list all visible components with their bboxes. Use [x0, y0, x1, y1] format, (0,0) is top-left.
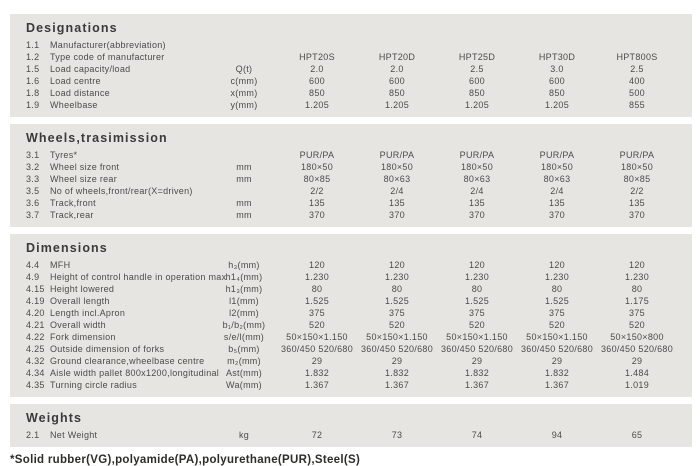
section-title-dimensions: Dimensions: [26, 241, 108, 255]
value-cell-HPT25D: 80×63: [463, 174, 491, 184]
table-row: [10, 75, 692, 87]
value-cell-HPT25D: 850: [469, 88, 485, 98]
row-label: Type code of manufacturer: [50, 52, 165, 62]
value-cell-HPT25D: 120: [469, 260, 485, 270]
row-number: 3.3: [26, 174, 40, 184]
row-unit-symbol: mm: [236, 162, 252, 172]
value-cell-HPT20D: 80×63: [383, 174, 411, 184]
section-title-wheels-trasimission: Wheels,trasimission: [26, 131, 168, 145]
row-number: 4.4: [26, 260, 40, 270]
row-label: Overall length: [50, 296, 110, 306]
section-title-designations: Designations: [26, 21, 118, 35]
section-weights: [10, 404, 692, 447]
row-label: Height lowered: [50, 284, 115, 294]
value-cell-HPT20D: 850: [389, 88, 405, 98]
value-cell-HPT800S: 1.230: [624, 272, 650, 282]
table-row: [10, 173, 692, 185]
value-cell-HPT30D: 1.230: [544, 272, 570, 282]
value-cell-HPT30D: 1.205: [544, 100, 570, 110]
row-unit-symbol: Wa(mm): [226, 380, 262, 390]
value-cell-HPT25D: 74: [471, 430, 483, 440]
value-cell-HPT25D: 135: [469, 198, 485, 208]
table-row: [10, 343, 692, 355]
table-row: [10, 197, 692, 209]
value-cell-HPT20S: 520: [309, 320, 325, 330]
value-cell-HPT30D: 135: [549, 198, 565, 208]
value-cell-HPT20S: 2/2: [310, 186, 324, 196]
table-row: [10, 379, 692, 391]
value-cell-HPT25D: 360/450 520/680: [440, 344, 514, 354]
value-cell-HPT30D: PUR/PA: [539, 150, 575, 160]
value-cell-HPT20S: 50×150×1.150: [286, 332, 348, 342]
value-cell-HPT25D: 600: [469, 76, 485, 86]
value-cell-HPT25D: 2/4: [470, 186, 484, 196]
table-row: [10, 51, 692, 63]
section-designations: [10, 14, 692, 117]
value-cell-HPT30D: 180×50: [540, 162, 574, 172]
value-cell-HPT20D: 1.367: [384, 380, 410, 390]
tyres-footnote: *Solid rubber(VG),polyamide(PA),polyurethane(PUR),Steel(S): [10, 454, 361, 466]
value-cell-HPT30D: 1.832: [544, 368, 570, 378]
row-number: 3.6: [26, 198, 40, 208]
value-cell-HPT20S: 72: [311, 430, 323, 440]
value-cell-HPT20D: 80: [391, 284, 403, 294]
row-number: 4.20: [26, 308, 45, 318]
row-unit-symbol: x(mm): [230, 88, 258, 98]
row-unit-symbol: y(mm): [230, 100, 258, 110]
row-number: 4.35: [26, 380, 45, 390]
row-label: Load centre: [50, 76, 101, 86]
table-row: [10, 185, 692, 197]
value-cell-HPT20D: HPT20D: [378, 52, 416, 62]
row-number: 1.9: [26, 100, 40, 110]
value-cell-HPT20D: 73: [391, 430, 403, 440]
row-number: 4.19: [26, 296, 45, 306]
value-cell-HPT20S: 360/450 520/680: [280, 344, 354, 354]
row-label: Net Weight: [50, 430, 98, 440]
table-row: [10, 259, 692, 271]
value-cell-HPT25D: 375: [469, 308, 485, 318]
row-number: 4.22: [26, 332, 45, 342]
value-cell-HPT20S: 180×50: [300, 162, 334, 172]
value-cell-HPT20D: 29: [391, 356, 403, 366]
table-row: [10, 283, 692, 295]
value-cell-HPT800S: 2/2: [630, 186, 644, 196]
value-cell-HPT20D: 520: [389, 320, 405, 330]
row-unit-symbol: Q(t): [235, 64, 253, 74]
row-label: Height of control handle in operation max: [50, 272, 227, 282]
row-label: Wheelbase: [50, 100, 98, 110]
value-cell-HPT800S: 520: [629, 320, 645, 330]
value-cell-HPT800S: 370: [629, 210, 645, 220]
row-label: Track,front: [50, 198, 96, 208]
value-cell-HPT30D: 600: [549, 76, 565, 86]
value-cell-HPT800S: 50×150×800: [610, 332, 664, 342]
value-cell-HPT20D: 135: [389, 198, 405, 208]
value-cell-HPT800S: HPT800S: [616, 52, 658, 62]
value-cell-HPT30D: 50×150×1.150: [526, 332, 588, 342]
value-cell-HPT20S: 120: [309, 260, 325, 270]
value-cell-HPT30D: 3.0: [550, 64, 564, 74]
value-cell-HPT20S: 80×85: [303, 174, 331, 184]
value-cell-HPT20D: 370: [389, 210, 405, 220]
value-cell-HPT20S: 1.367: [304, 380, 330, 390]
table-row: [10, 87, 692, 99]
value-cell-HPT20S: 1.832: [304, 368, 330, 378]
row-number: 1.1: [26, 40, 40, 50]
value-cell-HPT30D: 850: [549, 88, 565, 98]
row-number: 3.7: [26, 210, 40, 220]
row-unit-symbol: mm: [236, 198, 252, 208]
value-cell-HPT20S: 1.205: [304, 100, 330, 110]
table-row: [10, 429, 692, 441]
value-cell-HPT20D: 1.832: [384, 368, 410, 378]
value-cell-HPT20S: 370: [309, 210, 325, 220]
table-row: [10, 367, 692, 379]
value-cell-HPT800S: 135: [629, 198, 645, 208]
row-number: 3.2: [26, 162, 40, 172]
value-cell-HPT25D: HPT25D: [458, 52, 496, 62]
row-number: 4.21: [26, 320, 45, 330]
table-row: [10, 295, 692, 307]
value-cell-HPT800S: 360/450 520/680: [600, 344, 674, 354]
value-cell-HPT800S: 2.5: [630, 64, 644, 74]
table-row: [10, 355, 692, 367]
row-label: Track,rear: [50, 210, 94, 220]
value-cell-HPT20S: 375: [309, 308, 325, 318]
table-row: [10, 99, 692, 111]
row-unit-symbol: b₅(mm): [228, 344, 260, 354]
row-number: 4.25: [26, 344, 45, 354]
value-cell-HPT20S: 29: [311, 356, 323, 366]
table-row: [10, 39, 692, 51]
value-cell-HPT20D: 1.230: [384, 272, 410, 282]
value-cell-HPT20D: 600: [389, 76, 405, 86]
value-cell-HPT800S: PUR/PA: [619, 150, 655, 160]
row-unit-symbol: mm: [236, 210, 252, 220]
value-cell-HPT25D: 2.5: [470, 64, 484, 74]
row-label: Aisle width pallet 800x1200,longitudinal: [50, 368, 220, 378]
value-cell-HPT30D: 2/4: [550, 186, 564, 196]
table-row: [10, 271, 692, 283]
value-cell-HPT30D: 1.367: [544, 380, 570, 390]
row-number: 4.34: [26, 368, 45, 378]
value-cell-HPT20D: 120: [389, 260, 405, 270]
value-cell-HPT800S: 80: [631, 284, 643, 294]
value-cell-HPT800S: 1.484: [624, 368, 650, 378]
row-label: MFH: [50, 260, 71, 270]
row-number: 4.15: [26, 284, 45, 294]
row-unit-symbol: b₁/b₂(mm): [222, 320, 266, 330]
table-row: [10, 319, 692, 331]
value-cell-HPT20D: 2.0: [390, 64, 404, 74]
value-cell-HPT25D: 1.205: [464, 100, 490, 110]
row-unit-symbol: h1₄(mm): [225, 272, 263, 282]
value-cell-HPT30D: 120: [549, 260, 565, 270]
value-cell-HPT30D: HPT30D: [538, 52, 576, 62]
row-label: Manufacturer(abbreviation): [50, 40, 166, 50]
row-number: 1.2: [26, 52, 40, 62]
table-row: [10, 209, 692, 221]
value-cell-HPT20D: 360/450 520/680: [360, 344, 434, 354]
row-label: Load distance: [50, 88, 110, 98]
value-cell-HPT800S: 80×85: [623, 174, 651, 184]
table-row: [10, 307, 692, 319]
value-cell-HPT20D: 2/4: [390, 186, 404, 196]
value-cell-HPT20S: 850: [309, 88, 325, 98]
value-cell-HPT20S: 2.0: [310, 64, 324, 74]
value-cell-HPT20D: 1.205: [384, 100, 410, 110]
row-number: 3.5: [26, 186, 40, 196]
row-unit-symbol: m₂(mm): [227, 356, 261, 366]
value-cell-HPT30D: 370: [549, 210, 565, 220]
value-cell-HPT20D: PUR/PA: [379, 150, 415, 160]
value-cell-HPT30D: 520: [549, 320, 565, 330]
value-cell-HPT30D: 375: [549, 308, 565, 318]
row-label: Ground clearance,wheelbase centre: [50, 356, 205, 366]
value-cell-HPT25D: PUR/PA: [459, 150, 495, 160]
row-label: Length incl.Apron: [50, 308, 126, 318]
value-cell-HPT20S: PUR/PA: [299, 150, 335, 160]
value-cell-HPT800S: 1.175: [624, 296, 650, 306]
row-number: 1.6: [26, 76, 40, 86]
section-title-weights: Weights: [26, 411, 83, 425]
value-cell-HPT25D: 29: [471, 356, 483, 366]
value-cell-HPT30D: 1.525: [544, 296, 570, 306]
value-cell-HPT800S: 180×50: [620, 162, 654, 172]
value-cell-HPT20D: 1.525: [384, 296, 410, 306]
value-cell-HPT20D: 375: [389, 308, 405, 318]
value-cell-HPT20S: HPT20S: [299, 52, 335, 62]
row-unit-symbol: h₃(mm): [228, 260, 260, 270]
row-unit-symbol: Ast(mm): [225, 368, 263, 378]
value-cell-HPT20S: 1.230: [304, 272, 330, 282]
row-label: Fork dimension: [50, 332, 116, 342]
value-cell-HPT20S: 1.525: [304, 296, 330, 306]
row-number: 3.1: [26, 150, 40, 160]
row-unit-symbol: l1(mm): [229, 296, 259, 306]
value-cell-HPT25D: 1.525: [464, 296, 490, 306]
value-cell-HPT30D: 94: [551, 430, 563, 440]
value-cell-HPT25D: 180×50: [460, 162, 494, 172]
row-label: Turning circle radius: [50, 380, 137, 390]
value-cell-HPT800S: 29: [631, 356, 643, 366]
table-row: [10, 161, 692, 173]
value-cell-HPT20D: 180×50: [380, 162, 414, 172]
value-cell-HPT800S: 375: [629, 308, 645, 318]
value-cell-HPT20S: 600: [309, 76, 325, 86]
section-dimensions: [10, 234, 692, 397]
row-number: 1.5: [26, 64, 40, 74]
value-cell-HPT25D: 80: [471, 284, 483, 294]
table-row: [10, 331, 692, 343]
value-cell-HPT25D: 370: [469, 210, 485, 220]
row-label: Load capacity/load: [50, 64, 131, 74]
row-number: 4.32: [26, 356, 45, 366]
value-cell-HPT800S: 65: [631, 430, 643, 440]
table-row: [10, 63, 692, 75]
row-number: 4.9: [26, 272, 40, 282]
section-wheels-trasimission: [10, 124, 692, 227]
value-cell-HPT20D: 50×150×1.150: [366, 332, 428, 342]
row-unit-symbol: h1₃(mm): [225, 284, 263, 294]
row-unit-symbol: l2(mm): [229, 308, 259, 318]
value-cell-HPT30D: 80: [551, 284, 563, 294]
row-label: Wheel size rear: [50, 174, 118, 184]
value-cell-HPT800S: 1.019: [624, 380, 650, 390]
row-number: 2.1: [26, 430, 40, 440]
value-cell-HPT800S: 855: [629, 100, 645, 110]
value-cell-HPT20S: 80: [311, 284, 323, 294]
row-label: Wheel size front: [50, 162, 120, 172]
row-label: Outside dimension of forks: [50, 344, 165, 354]
row-unit-symbol: c(mm): [230, 76, 258, 86]
row-unit-symbol: kg: [238, 430, 250, 440]
value-cell-HPT25D: 1.367: [464, 380, 490, 390]
row-unit-symbol: mm: [236, 174, 252, 184]
value-cell-HPT30D: 80×63: [543, 174, 571, 184]
value-cell-HPT25D: 1.832: [464, 368, 490, 378]
row-number: 1.8: [26, 88, 40, 98]
value-cell-HPT30D: 360/450 520/680: [520, 344, 594, 354]
value-cell-HPT25D: 50×150×1.150: [446, 332, 508, 342]
table-row: [10, 149, 692, 161]
value-cell-HPT800S: 120: [629, 260, 645, 270]
row-unit-symbol: s/e/l(mm): [223, 332, 265, 342]
value-cell-HPT30D: 29: [551, 356, 563, 366]
value-cell-HPT20S: 135: [309, 198, 325, 208]
value-cell-HPT800S: 400: [629, 76, 645, 86]
row-label: Overall width: [50, 320, 106, 330]
value-cell-HPT800S: 500: [629, 88, 645, 98]
value-cell-HPT25D: 520: [469, 320, 485, 330]
row-label: Tyres*: [50, 150, 78, 160]
value-cell-HPT25D: 1.230: [464, 272, 490, 282]
row-label: No of wheels,front/rear(X=driven): [50, 186, 193, 196]
